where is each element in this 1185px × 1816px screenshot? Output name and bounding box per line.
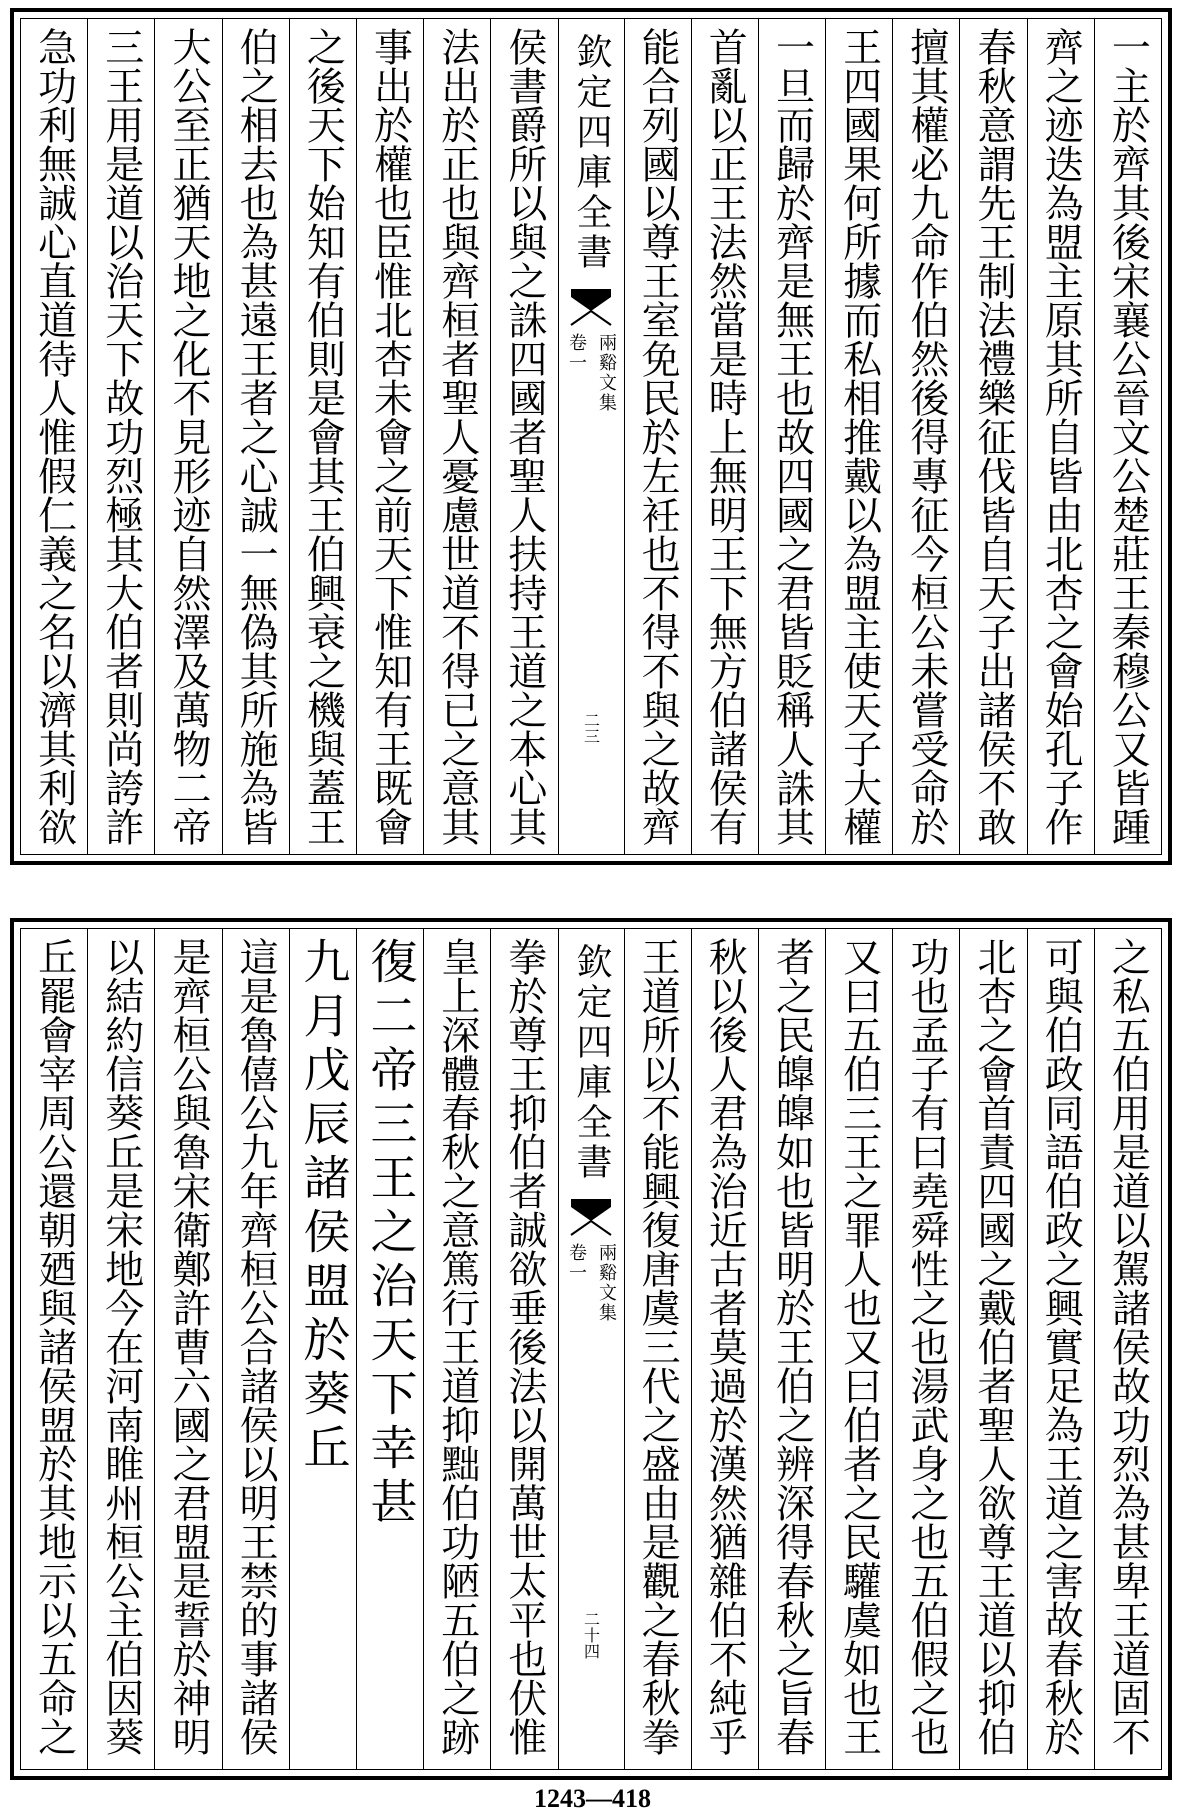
text-column — [21, 19, 87, 854]
column-text: 者之民皥皥如也皆明於王伯之辨深得春秋之旨春 — [769, 937, 815, 1756]
text-column — [154, 929, 221, 1769]
column-text: 首亂以正王法然當是時上無明王下無方伯諸侯有 — [702, 27, 748, 846]
banner-volume: 卷一 — [566, 333, 587, 373]
column-text: 急功利無誠心直道待人惟假仁義之名以濟其利欲 — [31, 27, 77, 846]
page-number: 二十四 — [581, 1611, 601, 1659]
top-page-columns — [21, 19, 1161, 854]
banner-meta — [563, 1243, 619, 1323]
text-column — [490, 929, 557, 1769]
text-column — [222, 929, 289, 1769]
column-text: 法出於正也與齊桓者聖人憂慮世道不得已之意其 — [434, 27, 480, 846]
bottom-page — [10, 918, 1172, 1780]
text-column — [1027, 929, 1094, 1769]
banner-title: 欽定四庫全書 — [571, 943, 612, 1183]
column-text: 齊之迹迭為盟主原其所自皆由北杏之會始孔子作 — [1038, 27, 1084, 846]
text-column — [289, 19, 356, 854]
text-column — [691, 929, 758, 1769]
column-text: 可與伯政同語伯政之興實足為王道之害故春秋於 — [1038, 937, 1084, 1756]
column-text: 又曰五伯三王之罪人也又曰伯者之民驩虞如也王 — [836, 937, 882, 1756]
column-text: 春秋意謂先王制法禮樂征伐皆自天子出諸侯不敢 — [971, 27, 1017, 846]
text-column — [154, 19, 221, 854]
column-text: 以結約信葵丘是宋地今在河南睢州桓公主伯因葵 — [98, 937, 144, 1756]
banner-volume: 卷一 — [566, 1243, 587, 1283]
text-column — [624, 19, 691, 854]
text-column — [825, 929, 892, 1769]
column-text: 擅其權必九命作伯然後得專征今桓公未嘗受命於 — [903, 27, 949, 846]
center-banner — [558, 19, 624, 854]
text-column — [1094, 19, 1161, 854]
column-text: 丘罷會宰周公還朝廼與諸侯盟於其地示以五命之 — [31, 937, 77, 1756]
text-column — [423, 19, 490, 854]
column-text: 拳於尊王抑伯者誠欲垂後法以開萬世太平也伏惟 — [501, 937, 547, 1756]
text-column — [423, 929, 490, 1769]
banner-collection: 兩谿文集 — [596, 333, 617, 413]
bottom-page-columns — [21, 929, 1161, 1769]
text-column — [825, 19, 892, 854]
text-column — [490, 19, 557, 854]
column-text: 九月戊辰諸侯盟於葵丘 — [295, 937, 351, 1477]
text-column — [959, 19, 1026, 854]
column-text: 這是魯僖公九年齊桓公合諸侯以明王禁的事諸侯 — [233, 937, 279, 1756]
column-text: 功也孟子有曰堯舜性之也湯武身之也五伯假之也 — [903, 937, 949, 1756]
column-text: 三王用是道以治天下故功烈極其大伯者則尚誇詐 — [98, 27, 144, 846]
column-text: 伯之相去也為甚遠王者之心誠一無偽其所施為皆 — [233, 27, 279, 846]
column-text: 王四國果何所據而私相推戴以為盟主使天子大權 — [836, 27, 882, 846]
column-text: 一主於齊其後宋襄公晉文公楚莊王秦穆公又皆踵 — [1105, 27, 1151, 846]
column-text: 王道所以不能興復唐虞三代之盛由是觀之春秋拳 — [635, 937, 681, 1756]
text-column — [1094, 929, 1161, 1769]
text-column — [959, 929, 1026, 1769]
text-column — [758, 929, 825, 1769]
column-text: 之私五伯用是道以駕諸侯故功烈為甚卑王道固不 — [1105, 937, 1151, 1756]
column-text: 北杏之會首責四國之戴伯者聖人欲尊王道以抑伯 — [971, 937, 1017, 1756]
text-column — [691, 19, 758, 854]
column-text: 事出於權也臣惟北杏未會之前天下惟知有王既會 — [367, 27, 413, 846]
fish-tail-mark-icon — [569, 1197, 613, 1237]
column-text: 一旦而歸於齊是無王也故四國之君皆貶稱人誅其 — [769, 27, 815, 846]
column-text: 能合列國以尊王室免民於左衽也不得不與之故齊 — [635, 27, 681, 846]
column-text: 大公至正猶天地之化不見形迹自然澤及萬物二帝 — [165, 27, 211, 846]
text-column — [87, 929, 154, 1769]
text-column — [356, 19, 423, 854]
column-text: 是齊桓公與魯宋衛鄭許曹六國之君盟是誓於神明 — [165, 937, 211, 1756]
text-column — [892, 929, 959, 1769]
center-banner — [558, 929, 624, 1769]
column-text: 之後天下始知有伯則是會其王伯興衰之機與蓋王 — [300, 27, 346, 846]
fish-tail-mark-icon — [569, 287, 613, 327]
banner-collection: 兩谿文集 — [596, 1243, 617, 1323]
column-text: 侯書爵所以與之誅四國者聖人扶持王道之本心其 — [501, 27, 547, 846]
page-number: 二三 — [581, 712, 601, 744]
text-column — [1027, 19, 1094, 854]
text-column — [758, 19, 825, 854]
text-column — [892, 19, 959, 854]
banner-title: 欽定四庫全書 — [571, 33, 612, 273]
text-column — [222, 19, 289, 854]
text-column — [289, 929, 356, 1769]
text-column — [21, 929, 87, 1769]
column-text: 秋以後人君為治近古者莫過於漢然猶雜伯不純乎 — [702, 937, 748, 1756]
column-text: 復二帝三王之治天下幸甚 — [362, 937, 418, 1531]
top-page — [10, 8, 1172, 865]
text-column — [624, 929, 691, 1769]
text-column — [87, 19, 154, 854]
page-footer-number: 1243—418 — [534, 1784, 651, 1813]
column-text: 皇上深體春秋之意篤行王道抑黜伯功陋五伯之跡 — [434, 937, 480, 1756]
text-column — [356, 929, 423, 1769]
banner-meta — [563, 333, 619, 413]
